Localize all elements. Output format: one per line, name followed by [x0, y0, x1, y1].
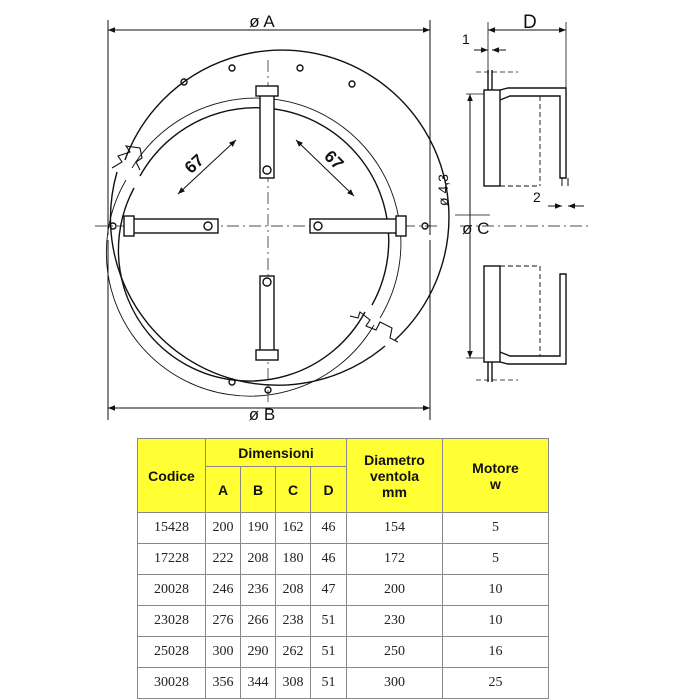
table-row	[138, 575, 549, 606]
header-a: A	[206, 467, 241, 513]
cell-b: 344	[241, 668, 276, 699]
cell-b: 190	[241, 513, 276, 544]
dim-label-a: ø A	[249, 12, 275, 31]
break-line-left	[112, 146, 142, 170]
header-diametro	[347, 439, 443, 513]
dim-label-hole: ø 4,3	[435, 174, 451, 206]
header-b: B	[241, 467, 276, 513]
cell-codice: 20028	[138, 575, 206, 606]
dim-label-d: D	[523, 12, 537, 33]
dim-label-67-left: 67	[180, 150, 208, 178]
cell-a: 222	[206, 544, 241, 575]
dim-label-2: 2	[533, 189, 541, 205]
cell-motore: 10	[443, 575, 549, 606]
header-motore	[443, 439, 549, 513]
table-row	[138, 606, 549, 637]
cell-c: 162	[276, 513, 311, 544]
header-motore-line1: Motore	[472, 459, 519, 476]
cell-d: 51	[311, 668, 347, 699]
cell-motore: 5	[443, 544, 549, 575]
bracket-bottom	[256, 276, 278, 360]
cell-motore: 10	[443, 606, 549, 637]
cell-diametro: 154	[347, 513, 443, 544]
side-view	[455, 22, 590, 382]
cell-d: 46	[311, 513, 347, 544]
cell-a: 356	[206, 668, 241, 699]
bracket-right	[310, 216, 406, 236]
dim-label-67-right: 67	[320, 146, 348, 174]
header-diametro-line2: ventola	[369, 467, 419, 484]
cell-c: 208	[276, 575, 311, 606]
table-row	[138, 544, 549, 575]
cell-b: 236	[241, 575, 276, 606]
break-line-right	[350, 312, 398, 342]
cell-d: 51	[311, 637, 347, 668]
cell-d: 47	[311, 575, 347, 606]
cell-diametro: 250	[347, 637, 443, 668]
mounting-hole	[349, 81, 355, 87]
cell-codice: 15428	[138, 513, 206, 544]
table-row	[138, 668, 549, 699]
header-diametro-line3: mm	[382, 483, 407, 500]
header-motore-line2: w	[490, 475, 501, 492]
header-dimensioni: Dimensioni	[206, 439, 347, 467]
cell-d: 46	[311, 544, 347, 575]
header-d: D	[311, 467, 347, 513]
table-row	[138, 637, 549, 668]
cell-a: 246	[206, 575, 241, 606]
header-diametro-line1: Diametro	[364, 451, 425, 468]
cell-motore: 16	[443, 637, 549, 668]
mounting-hole	[297, 65, 303, 71]
cell-b: 208	[241, 544, 276, 575]
cell-c: 262	[276, 637, 311, 668]
front-view	[95, 20, 449, 420]
cell-a: 300	[206, 637, 241, 668]
header-c: C	[276, 467, 311, 513]
cell-diametro: 300	[347, 668, 443, 699]
cell-diametro: 200	[347, 575, 443, 606]
mounting-hole	[229, 65, 235, 71]
cell-c: 308	[276, 668, 311, 699]
cell-b: 266	[241, 606, 276, 637]
cell-codice: 17228	[138, 544, 206, 575]
cell-motore: 25	[443, 668, 549, 699]
ring-outer-top	[125, 50, 449, 340]
cell-diametro: 230	[347, 606, 443, 637]
cell-codice: 23028	[138, 606, 206, 637]
spec-table	[137, 438, 549, 699]
cell-a: 276	[206, 606, 241, 637]
cell-c: 238	[276, 606, 311, 637]
table-row	[138, 513, 549, 544]
cell-diametro: 172	[347, 544, 443, 575]
cell-a: 200	[206, 513, 241, 544]
cell-d: 51	[311, 606, 347, 637]
cell-codice: 30028	[138, 668, 206, 699]
cell-codice: 25028	[138, 637, 206, 668]
ring-outer-bottom	[110, 172, 385, 385]
dim-label-b: ø B	[248, 405, 276, 424]
cell-c: 180	[276, 544, 311, 575]
header-codice: Codice	[138, 439, 206, 513]
bracket-top	[256, 86, 278, 178]
bracket-left	[124, 216, 218, 236]
dim-label-c: ø C	[462, 219, 490, 238]
cell-b: 290	[241, 637, 276, 668]
cell-motore: 5	[443, 513, 549, 544]
dim-label-1: 1	[462, 31, 470, 47]
